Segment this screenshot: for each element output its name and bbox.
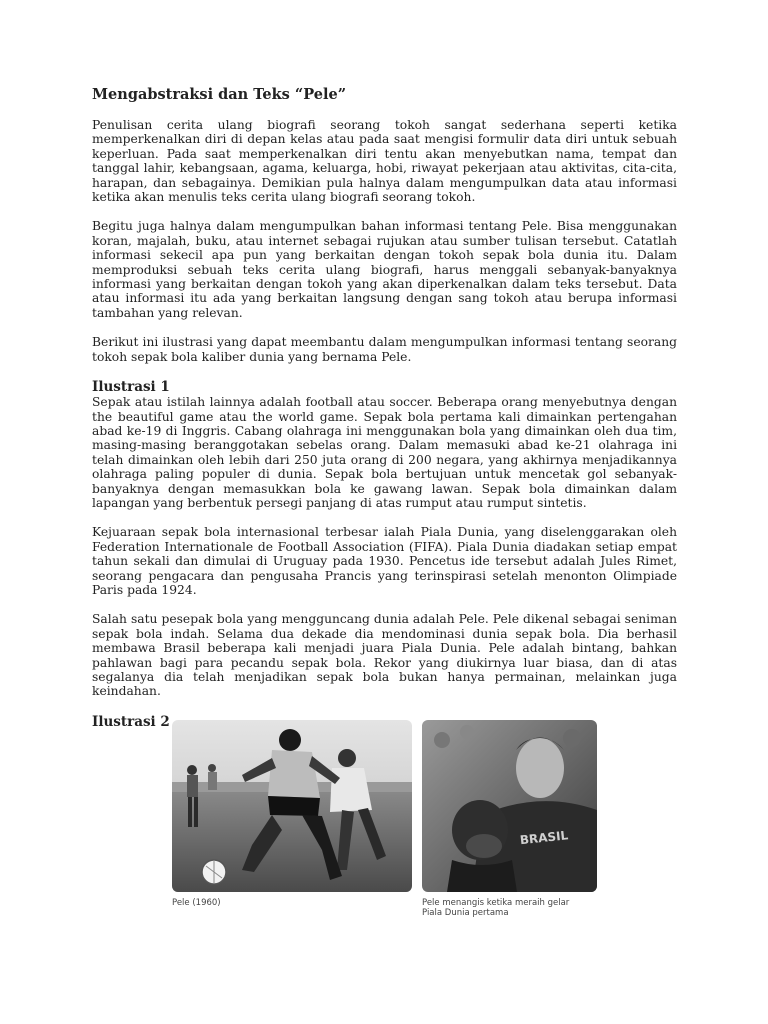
ilustrasi-2-heading: Ilustrasi 2 <box>92 713 170 730</box>
photo-pele-playing <box>172 720 412 892</box>
photo-pele-crying <box>422 720 597 892</box>
document-page <box>92 86 677 730</box>
ilustrasi-2-figures <box>172 720 602 930</box>
figure-pele-1960 <box>172 720 412 908</box>
ilustrasi-1-heading: Ilustrasi 1 <box>92 379 170 396</box>
intro-paragraph-3: Berikut ini ilustrasi yang dapat meembantu dalam mengumpulkan informasi tentang seorang tokoh sepak bola kaliber dunia yang bernama Pele. <box>92 335 677 364</box>
ilustrasi-1-paragraph-3: Salah satu pesepak bola yang mengguncang dunia adalah Pele. Pele dikenal sebagai seniman sepak bola indah. Selama dua dekade dia mendominasi dunia sepak bola. Dia berhasil membawa Brasil beberapa kali menjadi juara Piala Dunia. Pele adalah bintang, bahkan pahlawan bagi para pecandu sepak bola. Rekor yang diukirnya luar biasa, dan di atas segalanya dia telah menjadikan sepak bola bukan hanya permainan, melainkan juga keindahan. <box>92 612 677 699</box>
ilustrasi-1-paragraph-2: Kejuaraan sepak bola internasional terbesar ialah Piala Dunia, yang diselenggarakan oleh Federation Internationale de Football Association (FIFA). Piala Dunia diadakan setiap empat tahun sekali dan dimulai di Uruguay pada 1930. Pencetus ide tersebut adalah Jules Rimet, seorang pengacara dan pengusaha Prancis yang terinspirasi setelah menonton Olimpiade Paris pada 1924. <box>92 525 677 597</box>
jersey-text: BRASIL <box>519 828 569 848</box>
ilustrasi-1-section <box>92 379 677 699</box>
intro-paragraph-2: Begitu juga halnya dalam mengumpulkan bahan informasi tentang Pele. Bisa menggunakan koran, majalah, buku, atau internet sebagai rujukan atau sumber tulisan tersebut. Catatlah informasi sekecil apa pun yang berkaitan dengan tokoh sepak bola dunia itu. Dalam memproduksi sebuah teks cerita ulang biografi, harus menggali sebanyak-banyaknya informasi yang berkaitan dengan tokoh yang akan diperkenalkan dalam teks tersebut. Data atau informasi itu ada yang berkaitan langsung dengan sang tokoh atau berupa informasi tambahan yang relevan. <box>92 219 677 320</box>
page-title: Mengabstraksi dan Teks “Pele” <box>92 86 347 103</box>
ilustrasi-1-paragraph-1: Sepak atau istilah lainnya adalah football atau soccer. Beberapa orang menyebutnya dengan the beautiful game atau the world game. Sepak bola pertama kali dimainkan pertengahan abad ke-19 di Inggris. Cabang olahraga ini menggunakan bola yang dimainkan oleh dua tim, masing-masing beranggotakan sebelas orang. Dalam memasuki abad ke-21 olahraga ini telah dimainkan oleh lebih dari 250 juta orang di 200 negara, yang akhirnya menjadikannya olahraga paling populer di dunia. Sepak bola bertujuan untuk mencetak gol sebanyak-banyaknya dengan memasukkan bola ke gawang lawan. Sepak bola dimainkan dalam lapangan yang berbentuk persegi panjang di atas rumput atau rumput sintetis. <box>92 395 677 510</box>
figure-pele-crying <box>422 720 597 918</box>
figure-1-caption: Pele (1960) <box>172 898 221 908</box>
intro-paragraph-1: Penulisan cerita ulang biografi seorang tokoh sangat sederhana seperti ketika memperkenalkan diri di depan kelas atau pada saat mengisi formulir data diri untuk sebuah keperluan. Pada saat memperkenalkan diri tentu akan menyebutkan nama, tempat dan tanggal lahir, kebangsaan, agama, keluarga, hobi, riwayat pekerjaan atau aktivitas, cita-cita, harapan, dan sebagainya. Demikian pula halnya dalam mengumpulkan data atau informasi ketika akan menulis teks cerita ulang biografi seorang tokoh. <box>92 118 677 205</box>
figure-2-caption: Pele menangis ketika meraih gelar Piala Dunia pertama <box>422 898 570 918</box>
